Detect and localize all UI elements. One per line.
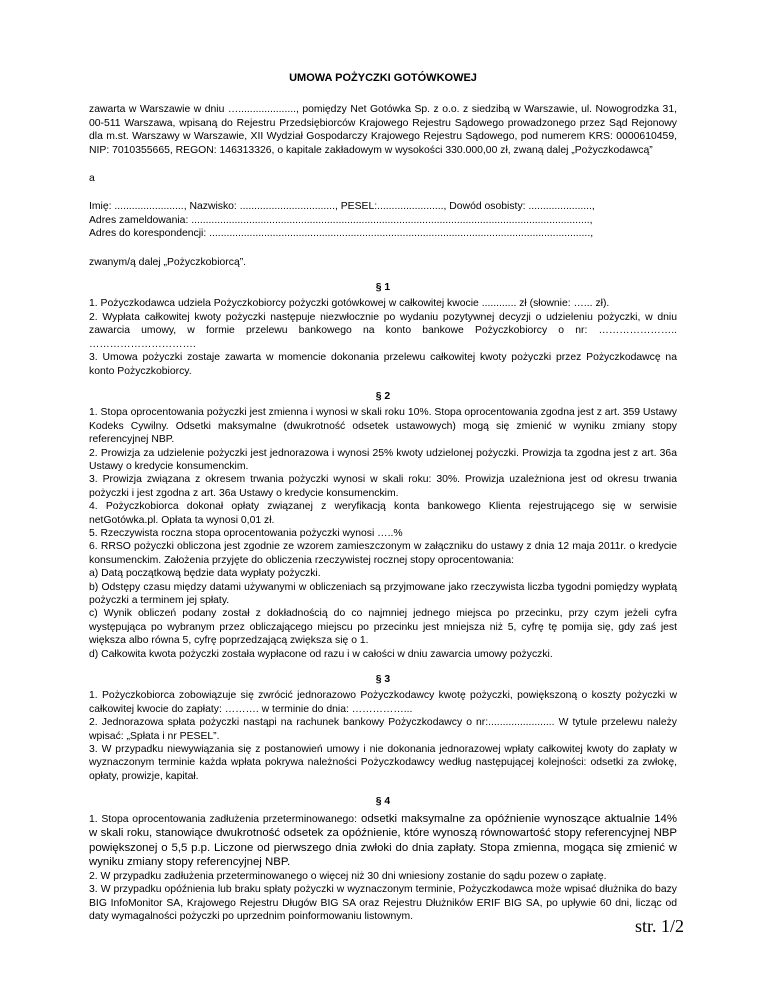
section-paragraph: c) Wynik obliczeń podany został z dokładnością do co najmniej jednego miejsca po przecinku, przy czym jeżeli cyfra występująca po wybranym przez obliczającego miejscu po przecinku jest mniejsza niż 5, cyfrę tę pomija się, gdy zaś jest większa albo równa 5, cyfrę poprzedzającą zwiększa się o 1. [89, 608, 677, 647]
section-paragraph: 2. W przypadku zadłużenia przeterminowanego o więcej niż 30 dni wniesiony zostanie do sądu pozew o zapłatę. [89, 871, 607, 883]
section-paragraph: 3. Umowa pożyczki zostaje zawarta w momencie dokonania przelewu całkowitej kwoty pożyczki przez Pożyczkodawcę na konto Pożyczkobiorcy. [89, 352, 677, 377]
section-paragraph-mixed [89, 812, 677, 870]
paragraph-lead-text: 1. Stopa oprocentowania zadłużenia przeterminowanego: [89, 813, 357, 825]
contract-document [89, 64, 677, 924]
section-heading: § 2 [375, 390, 391, 402]
document-title: UMOWA POŻYCZKI GOTÓWKOWEJ [289, 72, 477, 84]
paragraph-large-text: odsetki maksymalne za opóźnienie wynoszące aktualnie 14% w skali roku, stanowiące dwukrotność odsetek za opóźnienie, które wynoszą równowartość stopy referencyjnej NBP powiększonej o 5,5 p.p. Liczone od pierwszego dnia zwłoki do dnia zapłaty. Stopa zmienna, mogąca się zmienić w wyniku zmiany stopy referencyjnej NBP. [89, 812, 677, 869]
section-paragraph: 3. W przypadku niewywiązania się z postanowień umowy i nie dokonania jednorazowej wpłaty całkowitej kwoty do zapłaty w wyznaczonym terminie każda wpłata pokrywa należności Pożyczkodawcy według następującej kolejności: odsetki za zwłokę, opłaty, prowizje, kapitał. [89, 744, 677, 782]
section-paragraph: 1. Pożyczkodawca udziela Pożyczkobiorcy pożyczki gotówkowej w całkowitej kwocie ............ zł (słownie: …... zł). [89, 298, 610, 310]
intro-paragraph: zawarta w Warszawie w dniu …...................., pomiędzy Net Gotówka Sp. z o.o. z siedzibą w Warszawie, ul. Nowogrodzka 31, 00-511 Warszawa, wpisaną do Rejestru Przedsiębiorców Krajowego Rejestru Sądowego prowadzonego przez Sąd Rejonowy dla m.st. Warszawy w Warszawie, XII Wydział Gospodarczy Krajowego Rejestru Sądowego, pod numerem KRS: 0000610459, NIP: 7010355665, REGON: 146313326, o kapitale zakładowym w wysokości 330.000,00 zł, zwaną dalej „Pożyczkodawcą” [89, 104, 677, 156]
section-paragraph: 2. Prowizja za udzielenie pożyczki jest jednorazowa i wynosi 25% kwoty udzielonej pożyczki. Prowizja ta zgodna jest z art. 36a Ustawy o kredycie konsumenckim. [89, 447, 677, 472]
borrower-field-line: Adres zameldowania: .........................................................................................................................................., [89, 214, 593, 226]
section-paragraph: 2. Jednorazowa spłata pożyczki nastąpi na rachunek bankowy Pożyczkodawcy o nr:....................... W tytule przelewu należy wpisać: „Spłata i nr PESEL”. [89, 717, 677, 742]
section-paragraph: 4. Pożyczkobiorca dokonał opłaty związanej z weryfikacją konta bankowego Klienta rejestrującego się w serwisie netGotówka.pl. Opłata ta wynosi 0,01 zł. [89, 501, 677, 526]
section-paragraph: 1. Stopa oprocentowania pożyczki jest zmienna i wynosi w skali roku 10%. Stopa oprocentowania zgodna jest z art. 359 Ustawy Kodeks Cywilny. Odsetki maksymalne (dwukrotność odsetek ustawowych) mogą się zmienić w wyniku zmiany stopy referencyjnej NBP. [89, 407, 677, 446]
section-paragraph: 3. W przypadku opóźnienia lub braku spłaty pożyczki w wyznaczonym terminie, Pożyczkodawca może wpisać dłużnika do bazy BIG InfoMonitor SA, Krajowego Rejestru Długów BIG SA oraz Rejestru Dłużników ERIF BIG SA, po upływie 60 dni, licząc od daty wymagalności pożyczki po uprzednim poinformowaniu listownym. [89, 884, 677, 923]
section-paragraph: b) Odstępy czasu między datami używanymi w obliczeniach są przyjmowane jako rzeczywista liczba tygodni pomiędzy wypłatą pożyczki a terminem jej spłaty. [89, 581, 677, 606]
section-paragraph: d) Całkowita kwota pożyczki została wypłacone od razu i w całości w dniu zawarcia umowy pożyczki. [89, 648, 553, 660]
section-paragraph: 3. Prowizja związana z okresem trwania pożyczki wynosi w skali roku: 30%. Prowizja uzależniona jest od okresu trwania pożyczki i jest zgodna z art. 36a Ustawy o kredycie konsumenckim. [89, 474, 677, 499]
section-paragraph: 5. Rzeczywista roczna stopa oprocentowania pożyczki wynosi …..% [89, 527, 403, 539]
section-paragraph: 1. Pożyczkobiorca zobowiązuje się zwrócić jednorazowo Pożyczkodawcy kwotę pożyczki, powiększoną o koszty pożyczki w całkowitej kwocie do zapłaty: ………. w terminie do dnia: ……………... [89, 690, 677, 715]
section-heading: § 3 [375, 674, 391, 686]
section-paragraph: a) Datą początkową będzie data wypłaty pożyczki. [89, 568, 321, 580]
page-number: str. 1/2 [634, 916, 684, 936]
borrower-field-line: Adres do korespondencji: ...................................................................................................................................., [89, 228, 594, 240]
borrower-field-line: Imię: ........................, Nazwisko: ................................., PESEL:......................., Dowód osobisty: ......................, [89, 201, 595, 213]
section-heading: § 1 [375, 282, 391, 294]
section-paragraph: 2. Wypłata całkowitej kwoty pożyczki następuje niezwłocznie po wydaniu pozytywnej decyzji o udzieleniu pożyczki, w dniu zawarcia umowy, w formie przelewu bankowego na konto bankowe Pożyczkobiorcy o nr: ………………….. …………………………. [89, 311, 677, 350]
borrower-called-text: zwanym/ą dalej „Pożyczkobiorcą”. [89, 256, 247, 268]
section-heading: § 4 [375, 796, 391, 808]
section-paragraph: 6. RRSO pożyczki obliczona jest zgodnie ze wzorem zamieszczonym w załączniku do ustawy z dnia 12 maja 2011r. o kredycie konsumenckim. Założenia przyjęte do obliczenia rzeczywistej rocznej stopy oprocentowania: [89, 541, 677, 566]
conjunction-text: a [89, 173, 95, 185]
